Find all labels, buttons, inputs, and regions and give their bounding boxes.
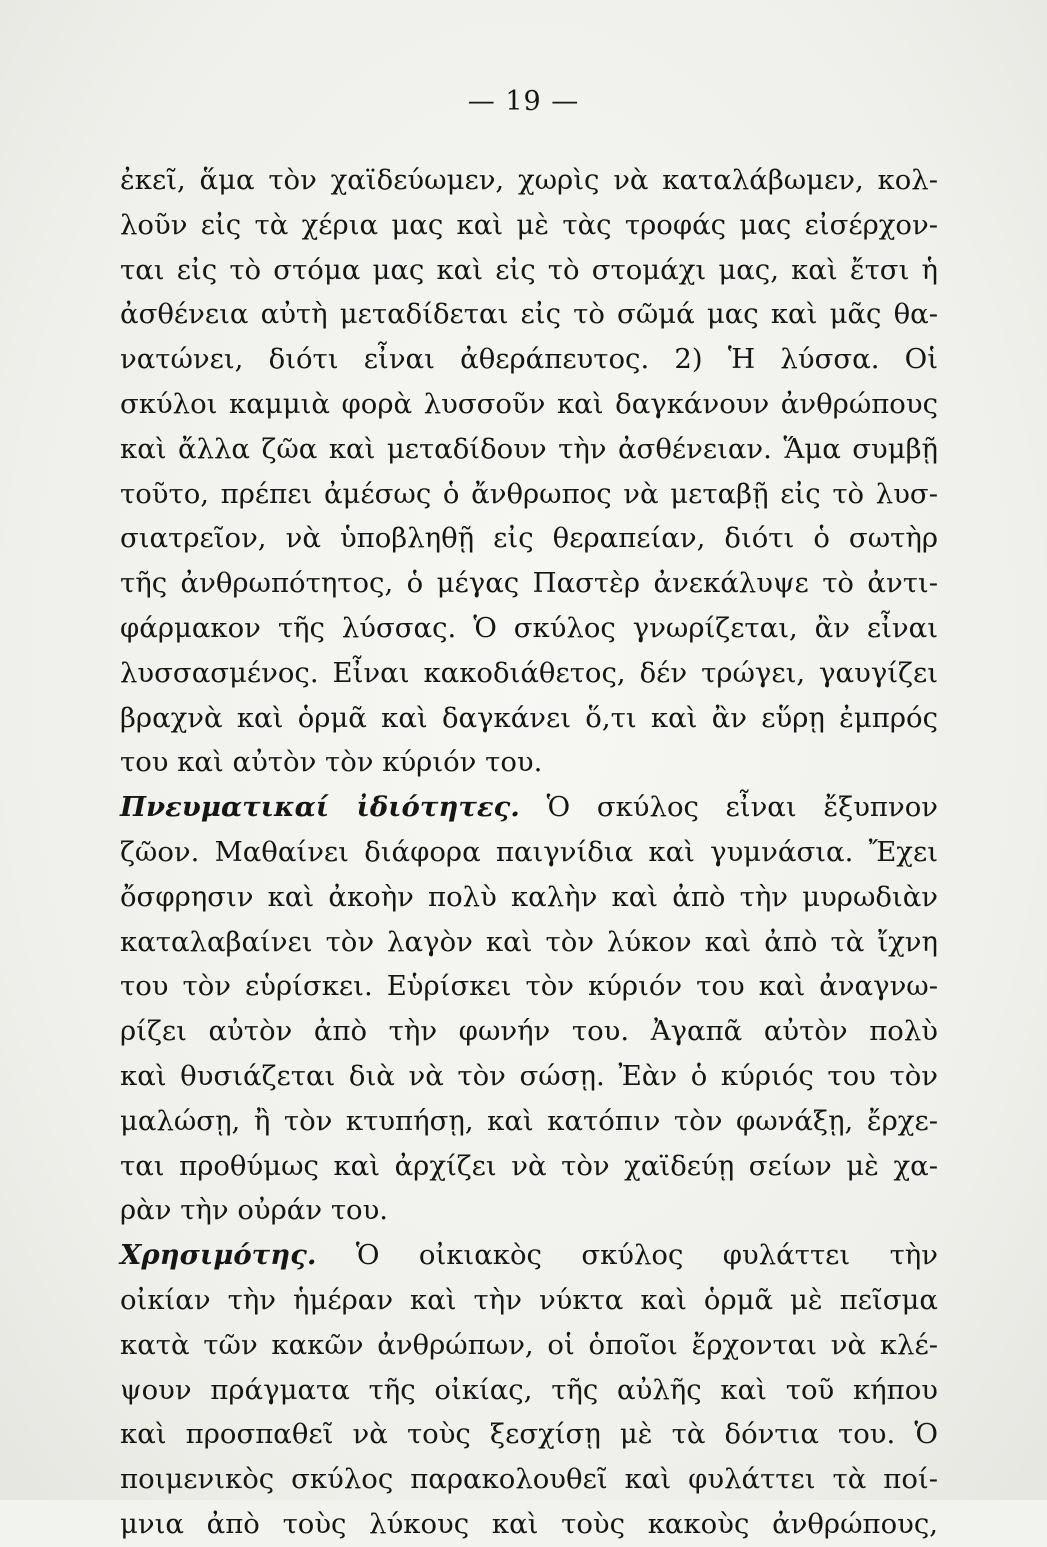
text-line: φάρμακον τῆς λύσσας. Ὁ σκύλος γνωρίζεται, ἂν εἶναι <box>120 611 938 644</box>
text-line: βραχνὰ καὶ ὁρμᾶ καὶ δαγκάνει ὅ,τι καὶ ἂν εὕρῃ ἐμπρός <box>120 701 938 734</box>
page-number: — 19 — <box>467 86 580 117</box>
heading-line-text: Ὁ οἰκιακὸς σκύλος φυλάττει τὴν <box>355 1239 938 1272</box>
text-line: νατώνει, διότι εἶναι ἀθεράπευτος. 2) Ἡ λύσσα. Οἱ <box>120 343 938 376</box>
text-line: καὶ θυσιάζεται διὰ νὰ τὸν σώσῃ. Ἐὰν ὁ κύριός του τὸν <box>120 1059 938 1092</box>
section-heading: Πνευματικαί ἰδιότητες. <box>120 791 520 824</box>
text-line: τῆς ἀνθρωπότητος, ὁ μέγας Παστὲρ ἀνεκάλυψε τὸ ἀντι- <box>120 567 938 600</box>
text-line: σιατρεῖον, νὰ ὑποβληθῇ εἰς θεραπείαν, διότι ὁ σωτὴρ <box>120 522 938 555</box>
text-line: ψουν πράγματα τῆς οἰκίας, τῆς αὐλῆς καὶ τοῦ κήπου <box>120 1373 938 1406</box>
text-line: σκύλοι καμμιὰ φορὰ λυσσοῦν καὶ δαγκάνουν ἀνθρώπους <box>120 387 938 420</box>
text-line: ὄσφρησιν καὶ ἀκοὴν πολὺ καλὴν καὶ ἀπὸ τὴν μυρωδιὰν <box>120 880 938 913</box>
text-line: κατὰ τῶν κακῶν ἀνθρώπων, οἱ ὁποῖοι ἔρχονται νὰ κλέ- <box>120 1328 938 1361</box>
text-line: ποιμενικὸς σκύλος παρακολουθεῖ καὶ φυλάττει τὰ ποί- <box>120 1463 938 1496</box>
text-line: οἰκίαν τὴν ἡμέραν καὶ τὴν νύκτα καὶ ὁρμᾶ μὲ πεῖσμα <box>120 1283 938 1316</box>
text-line: του καὶ αὐτὸν τὸν κύριόν του. <box>120 746 543 779</box>
text-line: τοῦτο, πρέπει ἀμέσως ὁ ἄνθρωπος νὰ μεταβῇ εἰς τὸ λυσ- <box>120 477 938 510</box>
heading-line-text: Ὁ σκύλος εἶναι ἔξυπνον <box>546 791 939 824</box>
heading-line <box>120 1233 938 1278</box>
text-line: μνια ἀπὸ τοὺς λύκους καὶ τοὺς κακοὺς ἀνθρώπους, <box>120 1507 938 1540</box>
text-line: ρίζει αὐτὸν ἀπὸ τὴν φωνήν του. Ἀγαπᾶ αὐτὸν πολὺ <box>120 1015 938 1048</box>
text-line: ἀσθένεια αὐτὴ μεταδίδεται εἰς τὸ σῶμά μας καὶ μᾶς θα- <box>120 298 938 331</box>
section-heading: Χρησιμότης. <box>120 1239 317 1272</box>
body-text <box>120 158 938 1547</box>
text-line: ἐκεῖ, ἅμα τὸν χαϊδεύωμεν, χωρὶς νὰ καταλάβωμεν, κολ- <box>120 164 938 196</box>
text-line: ρὰν τὴν οὐράν του. <box>120 1194 389 1227</box>
text-line: καὶ ἄλλα ζῶα καὶ μεταδίδουν τὴν ἀσθένειαν. Ἅμα συμβῇ <box>120 432 938 465</box>
heading-line <box>120 785 938 830</box>
text-line: του τὸν εὑρίσκει. Εὑρίσκει τὸν κύριόν του καὶ ἀναγνω- <box>120 970 938 1003</box>
text-line: ται εἰς τὸ στόμα μας καὶ εἰς τὸ στομάχι μας, καὶ ἔτσι ἡ <box>120 253 938 286</box>
text-line: λοῦν εἰς τὰ χέρια μας καὶ μὲ τὰς τροφάς μας εἰσέρχον- <box>120 208 938 241</box>
text-line: λυσσασμένος. Εἶναι κακοδιάθετος, δέν τρώγει, γαυγίζει <box>120 656 938 689</box>
text-line: ται προθύμως καὶ ἀρχίζει νὰ τὸν χαϊδεύῃ σείων μὲ χα- <box>120 1149 938 1182</box>
text-line: καὶ προσπαθεῖ νὰ τοὺς ξεσχίσῃ μὲ τὰ δόντια του. Ὁ <box>120 1418 938 1451</box>
text-line: ζῶον. Μαθαίνει διάφορα παιγνίδια καὶ γυμνάσια. Ἔχει <box>120 835 938 868</box>
text-line: καταλαβαίνει τὸν λαγὸν καὶ τὸν λύκον καὶ ἀπὸ τὰ ἴχνη <box>120 925 938 958</box>
text-line: μαλώσῃ, ἢ τὸν κτυπήσῃ, καὶ κατόπιν τὸν φωνάξῃ, ἔρχε- <box>120 1104 938 1137</box>
